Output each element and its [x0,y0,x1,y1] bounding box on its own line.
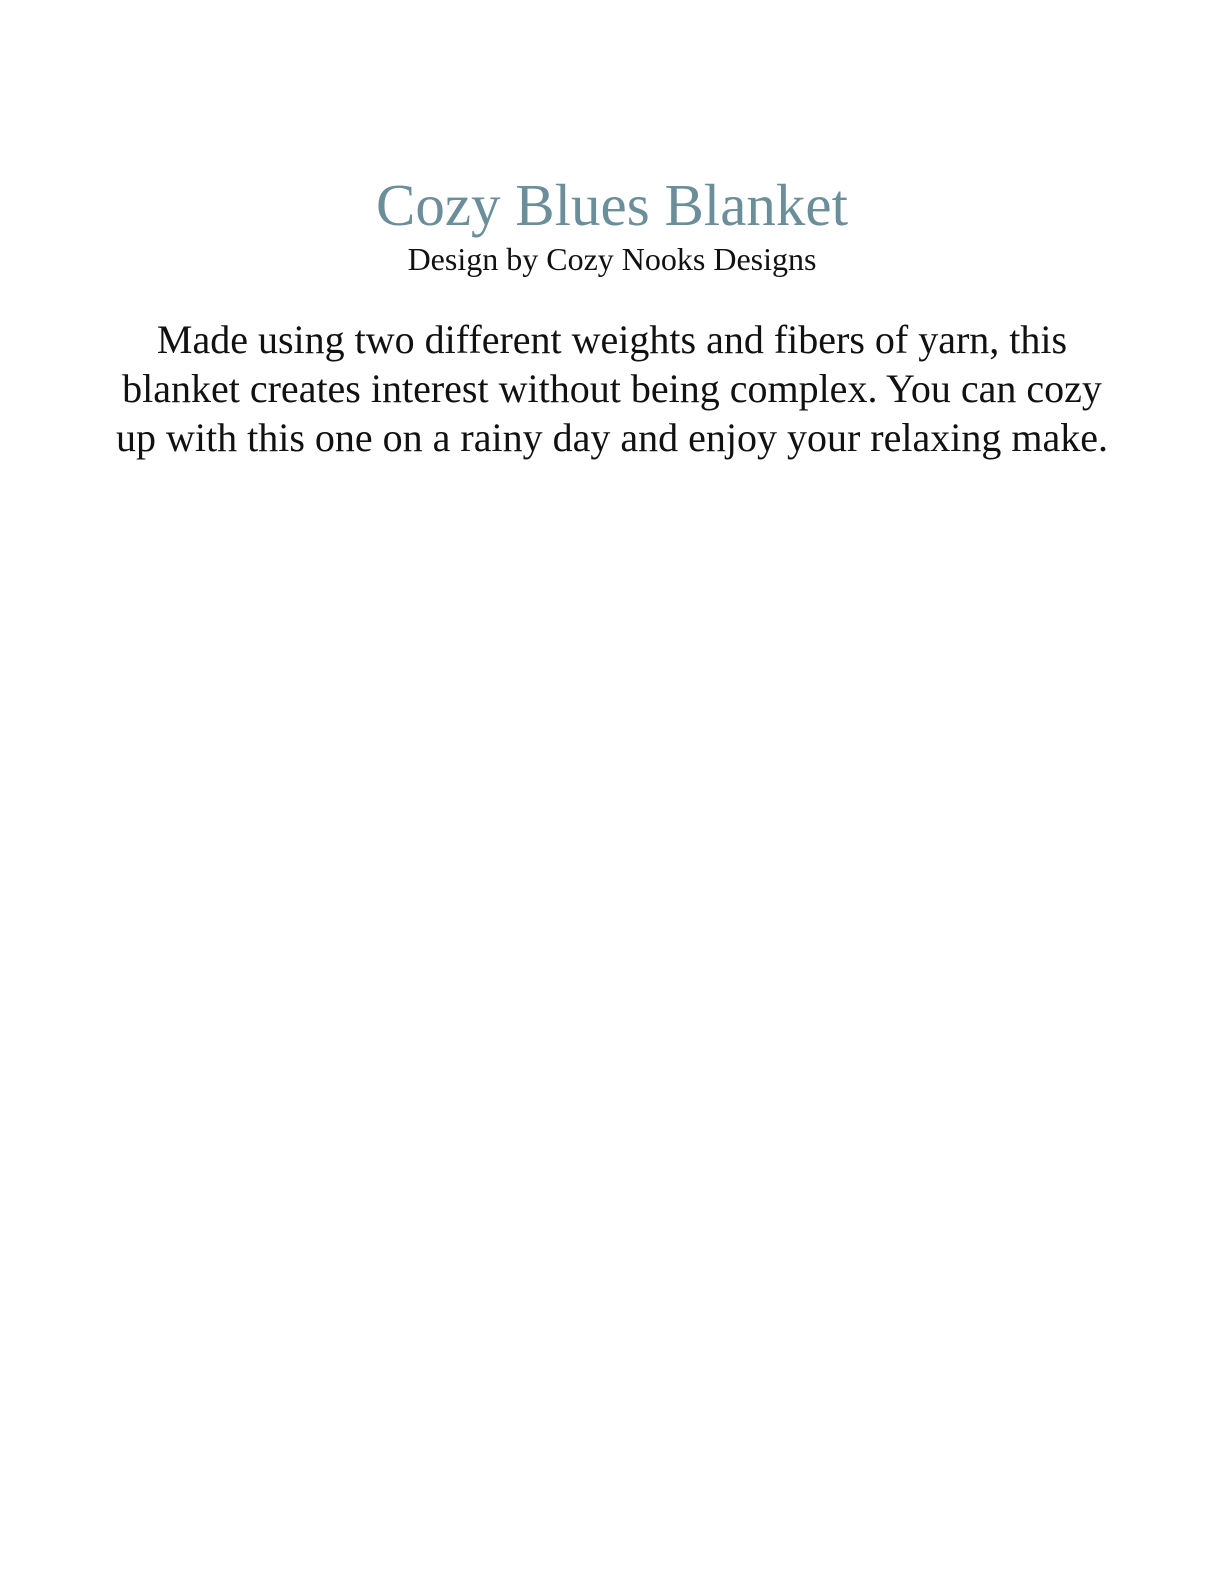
designer-credit: Design by Cozy Nooks Designs [407,241,817,277]
pattern-title: Cozy Blues Blanket [376,172,848,238]
intro-paragraph [80,315,1144,462]
intro-line: blanket creates interest without being complex. You can cozy [122,366,1102,411]
intro-line: up with this one on a rainy day and enjoy your relaxing make. [116,415,1108,460]
intro-line: Made using two different weights and fibers of yarn, this [156,317,1068,362]
